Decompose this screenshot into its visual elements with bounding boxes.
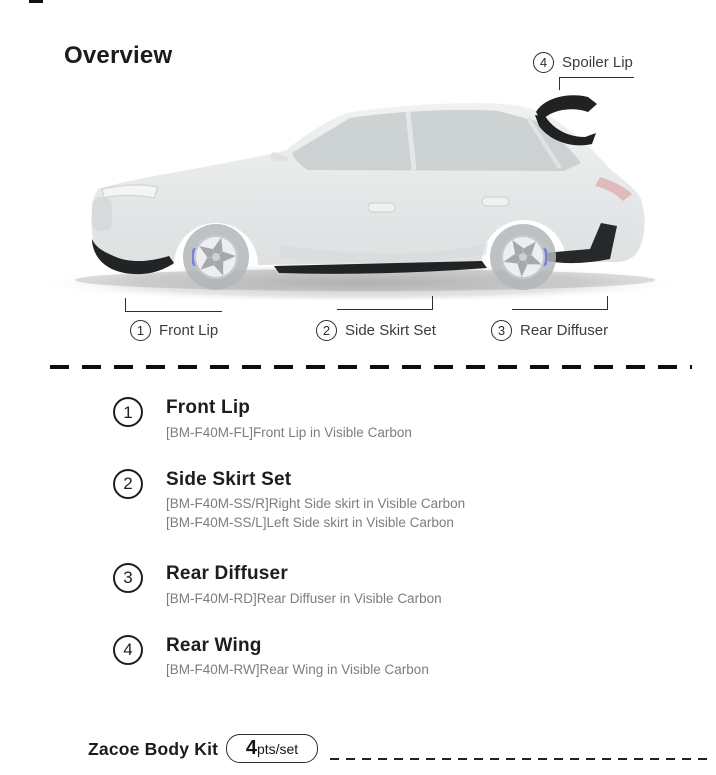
kit-count-unit: pts/set — [256, 741, 299, 757]
part-item-side-skirt-set — [113, 468, 633, 532]
leader-line-side-skirt — [337, 296, 433, 310]
callout-label-rear-diffuser: Rear Diffuser — [520, 322, 609, 339]
front-wheel — [183, 224, 249, 290]
part-code-side-skirt-left: [BM-F40M-SS/L]Left Side skirt in Visible Carbon — [166, 515, 454, 531]
grille — [92, 197, 112, 231]
part-name-rear-wing: Rear Wing — [166, 634, 262, 656]
callout-label-front-lip: Front Lip — [159, 322, 219, 339]
page-title: Overview — [64, 42, 173, 70]
leader-line-spoiler-lip — [559, 77, 634, 90]
callout-number-4: 4 — [533, 52, 554, 73]
part-code-rear-wing: [BM-F40M-RW]Rear Wing in Visible Carbon — [166, 662, 429, 678]
part-number-1: 1 — [113, 397, 143, 427]
part-code-side-skirt-right: [BM-F40M-SS/R]Right Side skirt in Visible Carbon — [166, 496, 466, 512]
part-name-rear-diffuser: Rear Diffuser — [166, 562, 288, 584]
kit-name-label: Zacoe Body Kit — [88, 739, 219, 759]
part-code-front-lip: [BM-F40M-FL]Front Lip in Visible Carbon — [166, 424, 412, 440]
footer-dashed-line — [330, 758, 710, 760]
callout-number-3: 3 — [491, 320, 512, 341]
callout-number-2: 2 — [316, 320, 337, 341]
callout-label-spoiler-lip: Spoiler Lip — [562, 54, 633, 71]
leader-line-front-lip — [125, 298, 222, 312]
callout-side-skirt — [316, 320, 436, 341]
part-item-rear-wing — [113, 634, 633, 680]
top-left-dash — [29, 0, 43, 3]
kit-count-badge — [226, 734, 318, 763]
part-item-rear-diffuser — [113, 562, 633, 608]
headlight — [102, 185, 158, 198]
leader-line-rear-diffuser — [512, 296, 608, 310]
part-number-3: 3 — [113, 563, 143, 593]
callout-number-1: 1 — [130, 320, 151, 341]
car-body — [91, 103, 644, 266]
callout-spoiler-lip — [533, 52, 633, 73]
part-number-2: 2 — [113, 469, 143, 499]
door-handle-front — [368, 203, 395, 212]
door-handle-rear — [482, 197, 509, 206]
callout-label-side-skirt: Side Skirt Set — [345, 322, 436, 339]
car-illustration — [30, 85, 690, 300]
parts-list — [113, 396, 633, 679]
part-item-front-lip — [113, 396, 633, 442]
callout-front-lip — [130, 320, 218, 341]
kit-count-number: 4 — [245, 737, 257, 759]
part-number-4: 4 — [113, 635, 143, 665]
rear-wheel — [490, 224, 556, 290]
part-name-side-skirt-set: Side Skirt Set — [166, 468, 292, 490]
part-name-front-lip: Front Lip — [166, 397, 251, 418]
part-code-rear-diffuser: [BM-F40M-RD]Rear Diffuser in Visible Carbon — [166, 590, 442, 606]
dashed-divider — [50, 365, 692, 369]
callout-rear-diffuser — [491, 320, 608, 341]
